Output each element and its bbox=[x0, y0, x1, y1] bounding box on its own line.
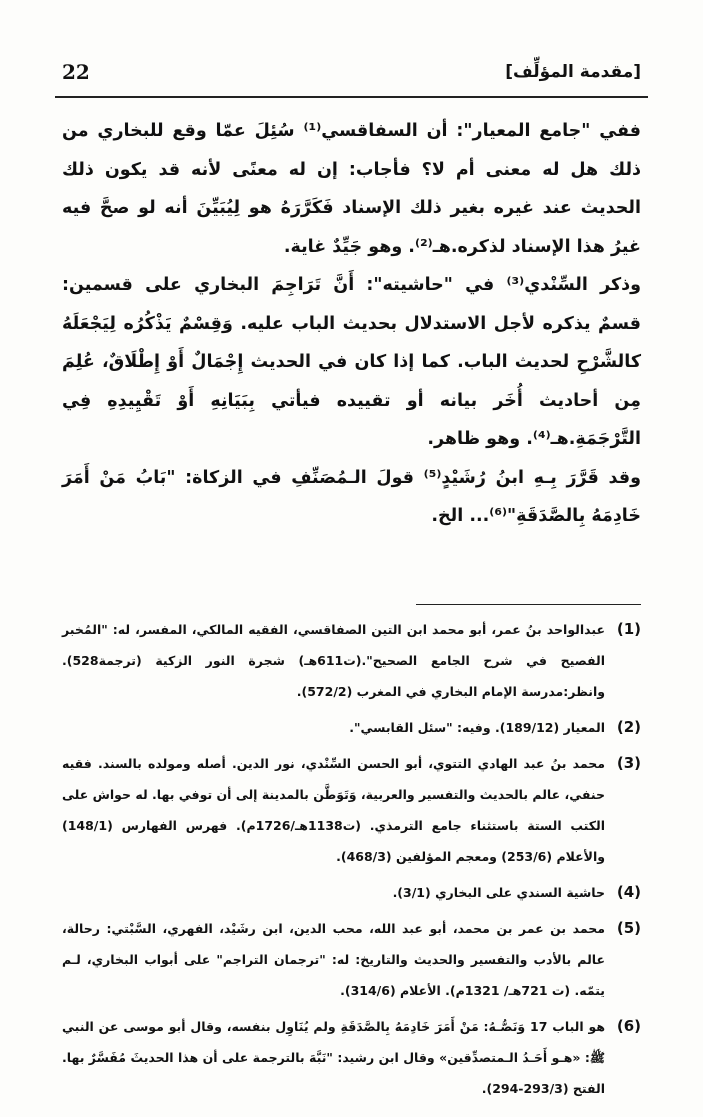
footnote bbox=[62, 877, 641, 908]
footnote-text: محمد بن عمر بن محمد، أبو عبد الله، محب الدين، ابن رشَيْد، الفهري، السَّبْتي: رحالة، عالم بالأدب والتفسير والحديث والتاريخ: له: "ترجمان التراجم" على أبواب البخاري، لـم يتمّه. (ت 721هـ/ 1321م). الأعلام (314/6). bbox=[62, 921, 605, 998]
footnote-text: هو الباب 17 وَنَصُّـهُ: مَنْ أَمَرَ خَادِمَهُ بِالصَّدَقَةِ ولم يُنَاوِل بنفسه، وقال أبو موسى عن النبي ﷺ: «هـو أَحَـدُ الـمتصدِّقين» وقال ابن رشيد: "نَبَّهَ بالترجمة على أن هذا الحديثَ مُفَسَّرٌ بها. الفتح (293/3-294). bbox=[62, 1019, 606, 1096]
paragraph-jami-al-miyar: ففي "جامع المعيار": أن السفاقسي⁽¹⁾ سُئِلَ عمّا وقع للبخاري من ذلك هل له معنى أم لا؟ فأجاب: إن له معنًى لأنه قد يكون ذلك الحديث عند غيره بغير ذلك الإسناد فَكَرَّرَهُ هو لِيُبَيِّنَ أنه لو صحَّ فيه غيرُ هذا الإسناد لذكره.هـ⁽²⁾. وهو جَيِّدٌ غاية. bbox=[62, 121, 642, 257]
running-head: [مقدمة المؤلِّف] bbox=[505, 62, 641, 82]
footnote bbox=[62, 614, 641, 707]
footnote bbox=[62, 712, 641, 743]
footnote-number: (3) bbox=[616, 754, 641, 772]
footnote-text: المعيار (189/12). وفيه: "سئل القابسي". bbox=[349, 720, 605, 735]
paragraph-sindi-hashiya: وذكر السِّنْدي⁽³⁾ في "حاشيته": أَنَّ تَرَاجِمَ البخاري على قسمين: قسمٌ يذكره لأجل الاستدلال بحديث الباب عليه. وَقِسْمٌ يَذْكُرُه لِيَجْعَلَهُ كالشَّرْحِ لحديث الباب. كما إذا كان في الحديث إِجْمَالٌ أَوْ إِطْلَاقٌ، عُلِمَ مِن أحاديث أُخَر بيانه أو تقييده فيأتي بِبَيَانِهِ أَوْ تَقْيِيدِهِ فِي التَّرْجَمَةِ.هـ⁽⁴⁾. وهو ظاهر. bbox=[62, 275, 641, 449]
footnote-number: (2) bbox=[616, 718, 641, 736]
footnote bbox=[62, 913, 641, 1006]
footnote bbox=[62, 1011, 641, 1104]
main-text bbox=[62, 112, 641, 536]
footnotes bbox=[62, 614, 641, 1109]
header-rule bbox=[55, 96, 648, 98]
footnote-text: حاشية السندي على البخاري (3/1). bbox=[392, 885, 605, 900]
footnote bbox=[62, 748, 641, 872]
footnote-text: محمد بنُ عبد الهادي التتوي، أبو الحسن السِّنْدي، نور الدين. أصله ومولده بالسند. فقيه حنفي، عالم بالحديث والتفسير والعربية، وَتَوَطَّن بالمدينة إلى أن توفي بها. له حواش على الكتب الستة باستثناء جامع الترمذي. (ت1138هـ/1726م). فهرس الفهارس (148/1) والأعلام (253/6) ومعجم المؤلفين (468/3). bbox=[62, 756, 606, 864]
footnote-number: (5) bbox=[616, 919, 641, 937]
footnote-number: (6) bbox=[616, 1017, 641, 1035]
paragraph-ibn-rushaid: وقد قَرَّرَ بِـهِ ابنُ رُشَيْدٍ⁽⁵⁾ قولَ الـمُصَنِّفِ في الزكاة: "بَابُ مَنْ أَمَرَ خَادِمَهُ بِالصَّدَقَةِ"⁽⁶⁾... الخ. bbox=[62, 467, 641, 526]
page-number: 22 bbox=[62, 60, 90, 84]
footnote-text: عبدالواحد بنُ عمر، أبو محمد ابن التين الصفاقسي، الفقيه المالكي، المفسر، له: "المُخبر الفصيح في شرح الجامع الصحيح".(ت611هـ) شجرة النور الزكية (ترجمة528). وانظر:مدرسة الإمام البخاري في المغرب (572/2). bbox=[62, 622, 605, 699]
footnote-number: (4) bbox=[616, 883, 641, 901]
footnote-number: (1) bbox=[616, 620, 641, 638]
footnote-separator bbox=[416, 604, 641, 605]
